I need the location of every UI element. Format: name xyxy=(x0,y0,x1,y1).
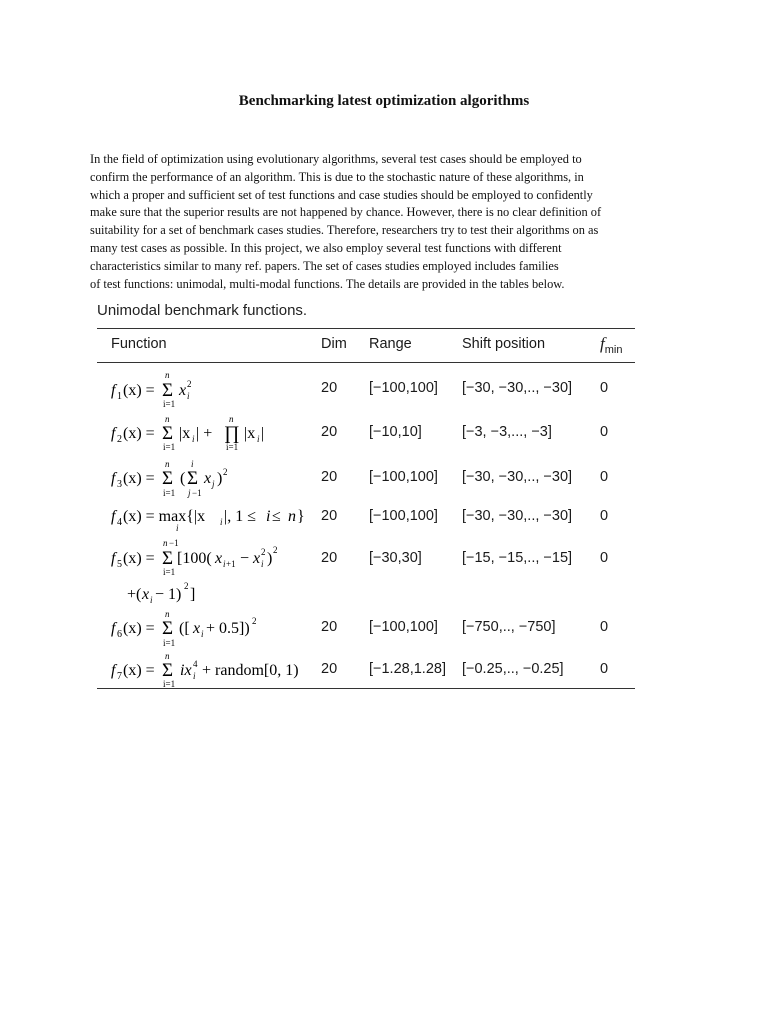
svg-text:f: f xyxy=(111,550,116,567)
svg-text:|: | xyxy=(261,425,265,442)
table-row-7-dim: 20 xyxy=(321,661,338,677)
table-row-2-fmin: 0 xyxy=(600,424,609,440)
svg-text:2: 2 xyxy=(117,434,122,445)
formula-f5 xyxy=(109,537,314,607)
svg-text:x: x xyxy=(142,586,150,603)
table-row-3-function xyxy=(109,458,314,505)
svg-text:n: n xyxy=(165,459,170,469)
header-fmin xyxy=(600,334,622,354)
svg-text:i: i xyxy=(193,671,196,681)
table-row-3-fmin: 0 xyxy=(600,469,609,485)
svg-text:n: n xyxy=(288,508,296,525)
document-title: Benchmarking latest optimization algorithms xyxy=(238,93,530,109)
svg-text:i=1: i=1 xyxy=(163,638,176,648)
table-row-4-fmin: 0 xyxy=(600,508,609,524)
table-row-6-range: [−100,100] xyxy=(369,619,438,635)
svg-text:| +: | + xyxy=(196,425,213,442)
table-row-1-fmin: 0 xyxy=(600,380,609,396)
svg-text:(x) =: (x) = xyxy=(123,662,155,679)
svg-text:f: f xyxy=(111,620,116,637)
svg-text:j: j xyxy=(188,488,191,498)
table-top-rule xyxy=(97,328,635,329)
svg-text:j: j xyxy=(212,479,215,489)
paragraph-line: characteristics similar to many ref. papers. The set of cases studies employed includes families xyxy=(90,258,559,273)
svg-text:f: f xyxy=(111,470,116,487)
header-function: Function xyxy=(111,336,167,352)
table-row-3-shift: [−30, −30,.., −30] xyxy=(462,469,573,485)
table-row-1-shift: [−30, −30,.., −30] xyxy=(462,380,573,396)
svg-text:2: 2 xyxy=(223,467,228,477)
svg-text:|x: |x xyxy=(244,425,256,442)
svg-text:n: n xyxy=(163,538,168,548)
formula-f7 xyxy=(109,650,314,690)
formula-f3 xyxy=(109,458,314,500)
svg-text:Σ: Σ xyxy=(187,468,199,489)
table-row-2-dim: 20 xyxy=(321,424,338,440)
table-row-5-fmin: 0 xyxy=(600,550,609,566)
paragraph-line: suitability for a set of benchmark cases studies. Therefore, researchers try to test their algorithms on as xyxy=(90,223,599,238)
svg-text:(x) = max{|x: (x) = max{|x xyxy=(123,508,206,525)
table-caption: Unimodal benchmark functions. xyxy=(97,302,308,319)
table-row-6-shift: [−750,.., −750] xyxy=(462,619,556,635)
svg-text:f: f xyxy=(111,425,116,442)
svg-text:(x) =: (x) = xyxy=(123,470,155,487)
svg-text:+(: +( xyxy=(127,586,142,603)
svg-text:]: ] xyxy=(190,586,196,603)
table-row-7-fmin: 0 xyxy=(600,661,609,677)
svg-text:Σ: Σ xyxy=(162,423,174,444)
svg-text:2: 2 xyxy=(184,581,189,591)
svg-text:f: f xyxy=(111,508,116,525)
svg-text:∏: ∏ xyxy=(224,423,240,444)
svg-text:−: − xyxy=(240,550,250,567)
table-row-6-dim: 20 xyxy=(321,619,338,635)
paragraph-line: make sure that the superior results are not happened by chance. However, there is no clear definition of xyxy=(90,205,602,220)
table-row-1-function xyxy=(109,369,314,414)
svg-text:1: 1 xyxy=(117,391,122,402)
paragraph-line: which a proper and sufficient set of test functions and case studies should be employed to confidently xyxy=(90,187,593,202)
table-row-7-range: [−1.28,1.28] xyxy=(369,661,446,677)
svg-text:2: 2 xyxy=(252,616,257,626)
table-row-2-shift: [−3, −3,..., −3] xyxy=(462,424,552,440)
table-row-7-shift: [−0.25,.., −0.25] xyxy=(462,661,564,677)
svg-text:i: i xyxy=(257,434,260,444)
svg-text:i: i xyxy=(201,629,204,639)
header-fmin-subscript: min xyxy=(604,344,623,356)
header-dim: Dim xyxy=(321,336,347,352)
svg-text:7: 7 xyxy=(117,671,122,682)
table-row-6-fmin: 0 xyxy=(600,619,609,635)
svg-text:(: ( xyxy=(180,470,186,487)
svg-text:i: i xyxy=(176,523,179,533)
paragraph-line: many test cases as possible. In this project, we also employ several test functions with different xyxy=(90,240,562,255)
table-row-4-range: [−100,100] xyxy=(369,508,438,524)
svg-text:i: i xyxy=(261,559,264,569)
svg-text:i=1: i=1 xyxy=(163,567,176,577)
table-row-5-range: [−30,30] xyxy=(369,550,422,566)
table-row-6-function xyxy=(109,608,314,655)
table-row-2-function xyxy=(109,414,314,459)
svg-text:+ 0.5]): + 0.5]) xyxy=(206,620,250,637)
svg-text:−1: −1 xyxy=(192,488,202,498)
svg-text:Σ: Σ xyxy=(162,618,174,639)
svg-text:i: i xyxy=(223,559,226,569)
paragraph-line: confirm the performance of an algorithm. This is due to the stochastic nature of these algorithms, in xyxy=(90,169,584,184)
table-row-1-range: [−100,100] xyxy=(369,380,438,396)
paragraph-line: of test functions: unimodal, multi-modal functions. The details are provided in the tables below. xyxy=(90,276,565,291)
svg-text:x: x xyxy=(253,550,261,567)
table-row-4-function xyxy=(109,503,314,538)
table-row-4-shift: [−30, −30,.., −30] xyxy=(462,508,573,524)
svg-text:Σ: Σ xyxy=(162,660,174,681)
svg-text:|, 1 ≤: |, 1 ≤ xyxy=(224,508,256,525)
svg-text:n: n xyxy=(229,414,234,424)
svg-text:ix: ix xyxy=(180,662,192,679)
svg-text:− 1): − 1) xyxy=(155,586,182,603)
table-row-3-dim: 20 xyxy=(321,469,338,485)
table-row-5-shift: [−15, −15,.., −15] xyxy=(462,550,573,566)
svg-text:): ) xyxy=(267,550,273,567)
svg-text:(x) =: (x) = xyxy=(123,425,155,442)
svg-text:n: n xyxy=(165,651,170,661)
svg-text:|x: |x xyxy=(179,425,191,442)
formula-f2 xyxy=(109,414,314,454)
svg-text:4: 4 xyxy=(117,517,122,528)
table-row-5-function xyxy=(109,537,314,612)
formula-f6 xyxy=(109,608,314,650)
body-paragraph xyxy=(90,151,680,293)
svg-text:2: 2 xyxy=(261,547,266,557)
svg-text:3: 3 xyxy=(117,479,122,490)
svg-text:([: ([ xyxy=(179,620,190,637)
svg-text:x: x xyxy=(179,382,187,399)
svg-text:5: 5 xyxy=(117,559,122,570)
table-row-7-function xyxy=(109,650,314,695)
svg-text:≤: ≤ xyxy=(272,508,281,525)
svg-text:i=1: i=1 xyxy=(226,442,239,452)
svg-text:i: i xyxy=(187,391,190,401)
svg-text:2: 2 xyxy=(187,379,192,389)
svg-text:6: 6 xyxy=(117,629,122,640)
svg-text:+1: +1 xyxy=(226,559,236,569)
svg-text:i: i xyxy=(191,459,194,469)
svg-text:}: } xyxy=(297,508,305,525)
svg-text:i=1: i=1 xyxy=(163,399,176,409)
svg-text:Σ: Σ xyxy=(162,380,174,401)
paragraph-line: In the field of optimization using evolutionary algorithms, several test cases should be employed to xyxy=(90,152,582,166)
formula-f1 xyxy=(109,369,314,409)
svg-text:): ) xyxy=(217,470,223,487)
svg-text:f: f xyxy=(111,382,116,399)
header-fmin-symbol: f xyxy=(600,334,605,353)
svg-text:i: i xyxy=(220,517,223,527)
table-row-1-dim: 20 xyxy=(321,380,338,396)
svg-text:i: i xyxy=(150,595,153,605)
svg-text:Σ: Σ xyxy=(162,548,174,569)
svg-text:+ random[0, 1): + random[0, 1) xyxy=(202,662,299,679)
svg-text:i=1: i=1 xyxy=(163,442,176,452)
formula-f4 xyxy=(109,503,314,533)
svg-text:x: x xyxy=(204,470,212,487)
table-row-5-dim: 20 xyxy=(321,550,338,566)
table-row-4-dim: 20 xyxy=(321,508,338,524)
svg-text:i: i xyxy=(192,434,195,444)
svg-text:2: 2 xyxy=(273,545,278,555)
svg-text:i: i xyxy=(266,508,271,525)
svg-text:[100(: [100( xyxy=(177,550,212,567)
svg-text:(x) =: (x) = xyxy=(123,550,155,567)
svg-text:n: n xyxy=(165,609,170,619)
table-row-2-range: [−10,10] xyxy=(369,424,422,440)
svg-text:(x) =: (x) = xyxy=(123,382,155,399)
svg-text:n: n xyxy=(165,414,170,424)
table-header-rule xyxy=(97,362,635,363)
svg-text:i=1: i=1 xyxy=(163,679,176,689)
svg-text:−1: −1 xyxy=(169,538,179,548)
svg-text:i=1: i=1 xyxy=(163,488,176,498)
svg-text:f: f xyxy=(111,662,116,679)
svg-text:x: x xyxy=(193,620,201,637)
svg-text:n: n xyxy=(165,370,170,380)
header-shift: Shift position xyxy=(462,336,546,352)
header-range: Range xyxy=(369,336,412,352)
svg-text:(x) =: (x) = xyxy=(123,620,155,637)
svg-text:Σ: Σ xyxy=(162,468,174,489)
table-row-3-range: [−100,100] xyxy=(369,469,438,485)
svg-text:4: 4 xyxy=(193,659,198,669)
svg-text:x: x xyxy=(215,550,223,567)
